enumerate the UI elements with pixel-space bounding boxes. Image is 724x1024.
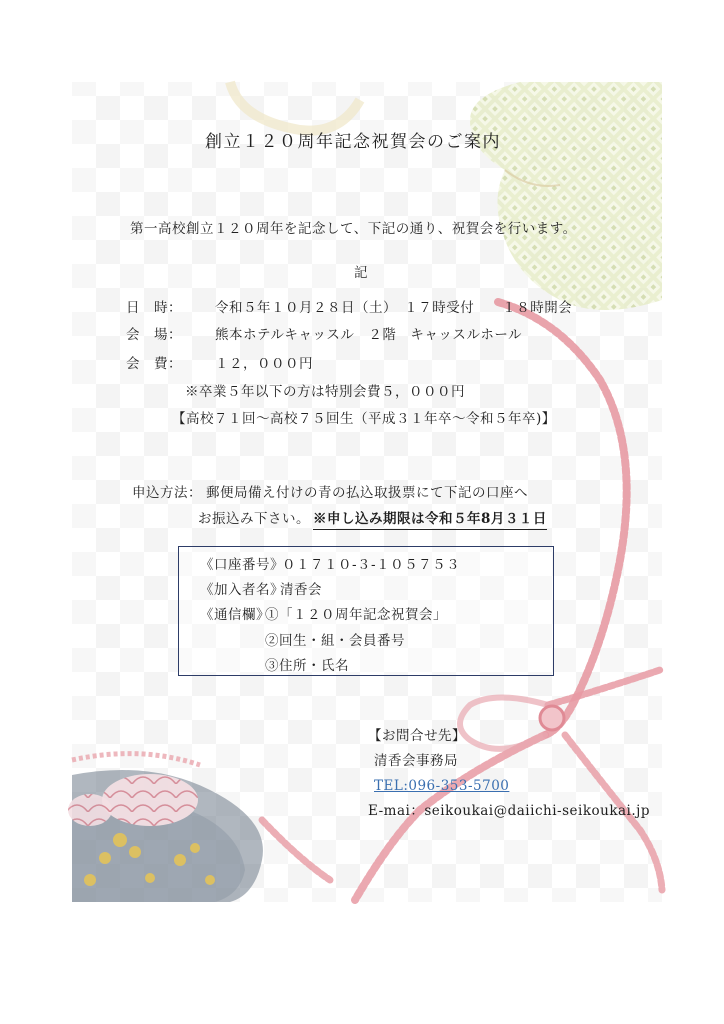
application-line2: お振込み下さい。 [198,511,310,527]
ki-heading: 記 [354,265,368,281]
fee-label: 会 費： [126,356,182,372]
contact-tel-link[interactable]: TEL:096-353-5700 [374,778,510,794]
account-number-value: ０１７１０-３-１０５７５３ [282,557,461,573]
contact-heading: 【お問合せ先】 [368,728,466,744]
memo-item-1: ①「１２０周年記念祝賀会」 [265,607,447,623]
account-holder-label: 《加入者名》 [200,582,284,598]
contact-email: E-mai：seikoukai@daiichi-seikoukai.jp [368,803,650,819]
page-title: 創立１２０周年記念祝賀会のご案内 [205,132,501,152]
contact-org: 清香会事務局 [374,753,458,769]
venue-value: 熊本ホテルキャッスル ２階 キャッスルホール [215,327,523,343]
fee-value: １２，０００円 [215,356,313,372]
application-line1: 郵便局備え付けの青の払込取扱票にて下記の口座へ [206,485,528,501]
memo-label: 《通信欄》 [200,607,270,623]
special-fee-range: 【高校７１回～高校７５回生（平成３１年卒～令和５年卒)】 [172,411,556,427]
memo-item-2: ②回生・組・会員番号 [265,633,405,649]
venue-label: 会 場： [126,327,182,343]
application-label: 申込方法： [132,485,202,501]
application-deadline: ※申し込み期限は令和５年8月３１日 [313,510,547,530]
account-number-label: 《口座番号》 [200,557,284,573]
memo-item-3: ③住所・氏名 [265,658,349,674]
date-label: 日 時： [126,300,182,316]
account-holder-value: 清香会 [280,582,322,598]
intro-text: 第一高校創立１２０周年を記念して、下記の通り、祝賀会を行います。 [130,221,577,237]
special-fee-note: ※卒業５年以下の方は特別会費５，０００円 [185,384,465,400]
date-value: 令和５年１０月２８日（土） １７時受付 １８時開会 [215,300,573,316]
